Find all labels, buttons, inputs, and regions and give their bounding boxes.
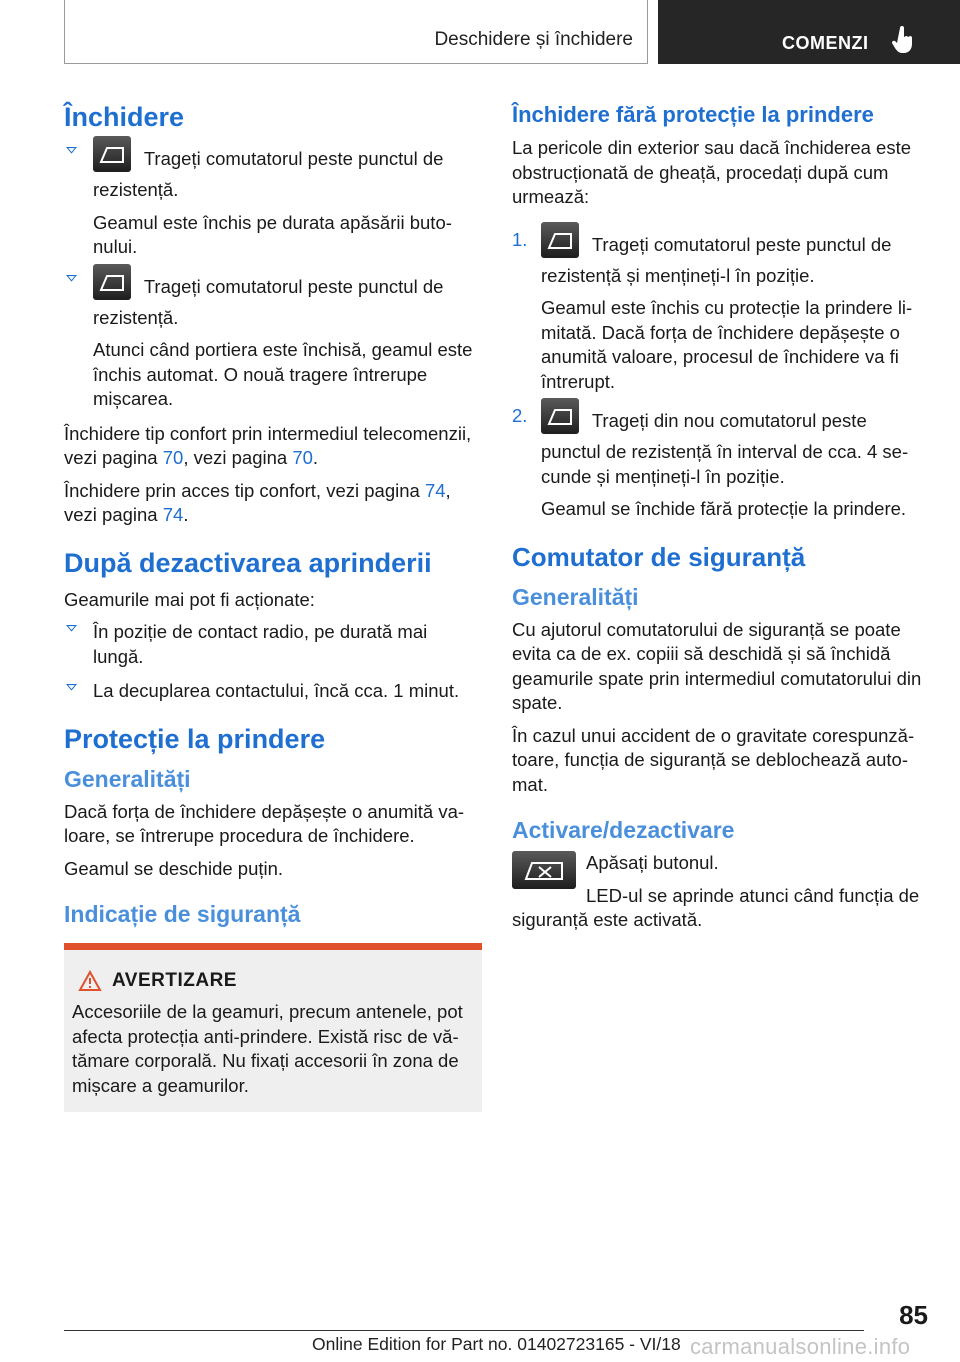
step-number: 1. bbox=[512, 228, 528, 250]
paragraph-forta: Dacă forța de închidere depășește o anumită valoare, se întrerupe procedura de închidere. bbox=[64, 800, 465, 846]
list-item bbox=[64, 270, 482, 412]
window-switch-icon bbox=[93, 136, 131, 172]
safety-switch-icon bbox=[512, 851, 576, 889]
heading-generalitati: Generalități bbox=[512, 583, 639, 610]
list-item-text: În poziție de contact radio, pe durată mai lungă. bbox=[93, 621, 428, 667]
hand-pointer-icon bbox=[891, 26, 915, 54]
list-item bbox=[64, 679, 482, 704]
heading-protectie: Protecție la prindere bbox=[64, 723, 326, 754]
paragraph-acces: Închidere prin acces tip confort, vezi pagina 74, vezi pagina 74. bbox=[64, 479, 451, 525]
step-text: Trageți comutatorul peste punctul de rezistență. bbox=[93, 147, 444, 200]
step-text: Trageți comutatorul peste punctul de rezistență și mențineți-l în poziție. bbox=[541, 233, 892, 286]
paragraph-telecomanda: Închidere tip confort prin intermediul telecomenzii, vezi pagina 70, vezi pagina 70. bbox=[64, 422, 472, 468]
warning-box bbox=[64, 943, 482, 1112]
heading-inchidere: Închidere bbox=[64, 102, 185, 132]
page-link[interactable]: 74 bbox=[162, 504, 184, 525]
step-number: 2. bbox=[512, 405, 528, 426]
watermark: carmanualsonline.info bbox=[690, 1334, 911, 1359]
heading-comutator: Comutator de siguranță bbox=[512, 541, 806, 572]
bullet-triangle-icon bbox=[66, 147, 77, 154]
page-link[interactable]: 70 bbox=[162, 447, 184, 468]
activation-block bbox=[512, 851, 928, 941]
step-text: Trageți comutatorul peste punctul de rezistență. bbox=[93, 275, 444, 328]
heading-generalitati: Generalități bbox=[64, 765, 191, 792]
numbered-step bbox=[512, 404, 928, 522]
header-chapter-tab bbox=[658, 0, 960, 64]
paragraph-apasati: Apăsați butonul. bbox=[586, 852, 719, 873]
list-item bbox=[64, 142, 482, 260]
step-result: Geamul se închide fără protecție la prindere. bbox=[541, 498, 907, 519]
heading-indicatie: Indicație de siguranță bbox=[64, 901, 301, 927]
section-title: Deschidere și închidere bbox=[434, 29, 633, 50]
paragraph-deschide: Geamul se deschide puțin. bbox=[64, 857, 284, 879]
heading-activare: Activare/dezactivare bbox=[512, 817, 735, 843]
footer-divider bbox=[64, 1330, 864, 1331]
bullet-triangle-icon bbox=[66, 625, 77, 632]
step-result: Geamul este închis pe durata apăsării butonului. bbox=[93, 211, 452, 257]
header-section-title bbox=[64, 0, 648, 64]
paragraph-ajutorul: Cu ajutorul comutatorului de siguranță se poate evita ca de ex. copiii să deschidă și să închidă geamurile spate prin intermediul comutatorului din spate. bbox=[512, 618, 922, 713]
page-link[interactable]: 70 bbox=[292, 447, 313, 468]
paragraph-accident: În cazul unui accident de o gravitate corespunzătoare, funcția de siguranță se deblochează automat. bbox=[512, 724, 915, 795]
list-item bbox=[64, 620, 482, 669]
footer-edition: Online Edition for Part no. 01402723165 - VI/18 bbox=[312, 1334, 681, 1354]
step-result: Geamul este închis cu protecție la prindere limitată. Dacă forța de închidere depășește o anumită valoare, procesul de închidere va fi întrerupt. bbox=[541, 297, 913, 392]
paragraph-led: LED-ul se aprinde atunci când funcția de siguranță este activată. bbox=[512, 884, 920, 930]
page-link[interactable]: 74 bbox=[424, 479, 446, 501]
bullet-triangle-icon bbox=[66, 275, 77, 282]
window-switch-icon bbox=[541, 398, 579, 434]
window-switch-icon bbox=[93, 264, 131, 300]
chapter-title: COMENZI bbox=[782, 33, 869, 53]
list-item-text: La decuplarea contactului, încă cca. 1 minut. bbox=[93, 680, 460, 701]
heading-fara-protectie: Închidere fără protecție la prindere bbox=[512, 102, 874, 127]
paragraph-geamurile: Geamurile mai pot fi acționate: bbox=[64, 588, 315, 610]
numbered-step bbox=[512, 228, 928, 395]
warning-title: AVERTIZARE bbox=[78, 970, 474, 992]
bullet-triangle-icon bbox=[66, 684, 77, 691]
paragraph-pericole: La pericole din exterior sau dacă închiderea este obstrucționată de gheață, procedați după cum urmează: bbox=[512, 137, 912, 207]
left-column bbox=[64, 100, 482, 1112]
warning-text: Accesoriile de la geamuri, precum antenele, pot afecta protecția anti-prindere. Există risc de vătămare corporală. Nu fixați accesorii în zona de mișcare a geamurilor. bbox=[72, 1001, 463, 1096]
warning-triangle-icon bbox=[78, 970, 102, 992]
window-switch-icon bbox=[541, 222, 579, 258]
step-result: Atunci când portiera este închisă, geamul este închis automat. O nouă tragere întrerupe mișcarea. bbox=[93, 339, 473, 409]
heading-dupa-dezactivare: După dezactivarea aprinderii bbox=[64, 547, 432, 578]
page-number: 85 bbox=[899, 1300, 928, 1330]
right-column bbox=[512, 100, 928, 941]
step-text: Trageți din nou comutatorul peste punctul de rezistență în interval de cca. 4 secunde și mențineți-l în poziție. bbox=[541, 409, 909, 487]
